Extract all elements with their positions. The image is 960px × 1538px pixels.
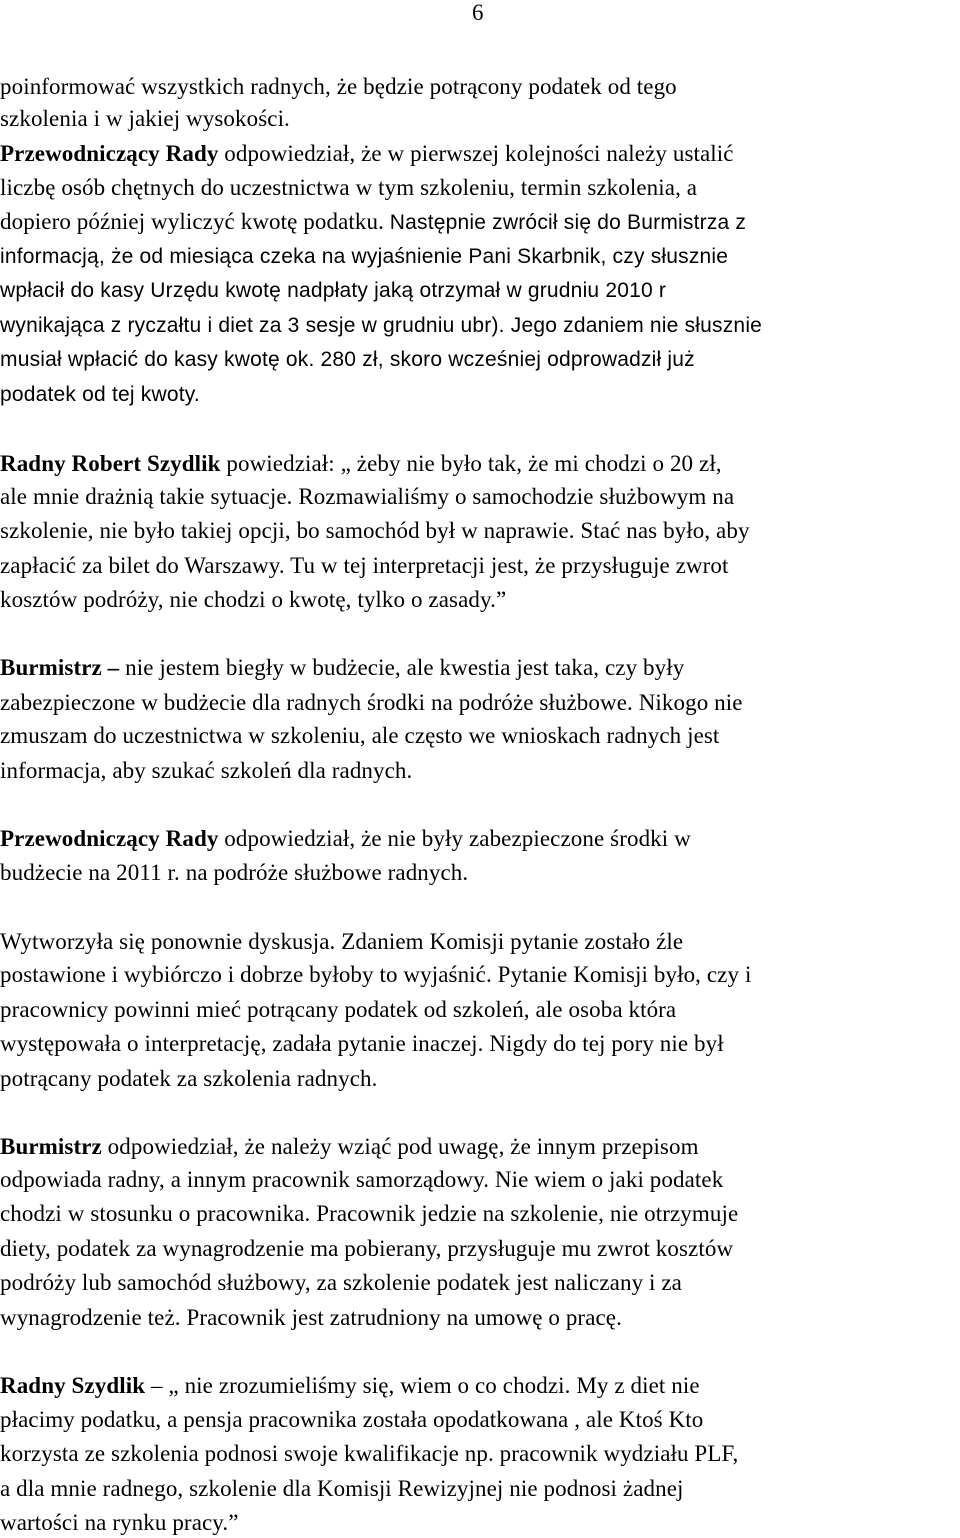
text-line — [0, 1508, 239, 1538]
text-segment: odpowiedział, że w pierwszej kolejności należy ustalić — [218, 141, 734, 166]
text-segment: wartości na rynku pracy.” — [0, 1510, 239, 1535]
text-segment: a dla mnie radnego, szkolenie dla Komisji Rewizyjnej nie podnosi żadnej — [0, 1476, 684, 1501]
text-segment: odpowiedział, że nie były zabezpieczone środki w — [218, 826, 691, 851]
text-line — [0, 1268, 682, 1298]
text-segment: diety, podatek za wynagrodzenie ma pobierany, przysługuje mu zwrot kosztów — [0, 1236, 734, 1261]
text-line — [0, 927, 683, 957]
text-segment: korzysta ze szkolenia podnosi swoje kwalifikacje np. pracownik wydziału PLF, — [0, 1441, 739, 1466]
text-segment: chodzi w stosunku o pracownika. Pracownik jedzie na szkolenie, nie otrzymuje — [0, 1201, 739, 1226]
text-line — [0, 585, 506, 615]
text-line — [0, 1439, 738, 1469]
text-line — [0, 482, 734, 512]
text-line — [0, 173, 697, 203]
text-line — [0, 1132, 699, 1162]
text-line — [0, 756, 412, 786]
text-line — [0, 516, 750, 546]
text-segment: zabezpieczone w budżecie dla radnych środki na podróże służbowe. Nikogo nie — [0, 690, 743, 715]
text-line — [0, 995, 676, 1025]
text-segment: dopiero później wyliczyć kwotę podatku. — [0, 209, 390, 234]
text-segment: postawione i wybiórczo i dobrze byłoby to wyjaśnić. Pytanie Komisji było, czy i — [0, 962, 752, 987]
text-segment: musiał wpłacić do kasy kwotę ok. 280 zł, skoro wcześniej odprowadził już — [0, 348, 695, 371]
text-line — [0, 1165, 723, 1195]
speaker-name: Radny Szydlik — [0, 1373, 146, 1398]
text-line — [0, 380, 200, 410]
text-segment: powiedział: „ żeby nie było tak, że mi chodzi o 20 zł, — [220, 451, 722, 476]
text-segment: szkolenia i w jakiej wysokości. — [0, 106, 290, 131]
text-segment: wynagrodzenie też. Pracownik jest zatrudniony na umowę o pracę. — [0, 1305, 622, 1330]
text-line — [0, 1199, 738, 1229]
text-line — [0, 1371, 700, 1401]
text-line — [0, 688, 743, 718]
speaker-name: Burmistrz — [0, 1134, 102, 1159]
page-number: 6 — [472, 0, 484, 25]
text-segment: podatek od tej kwoty. — [0, 383, 200, 406]
text-segment: ale mnie drażnią takie sytuacje. Rozmawialiśmy o samochodzie służbowym na — [0, 484, 735, 509]
text-line — [0, 242, 728, 272]
text-line — [0, 207, 746, 238]
text-segment: szkolenie, nie było takiej opcji, bo samochód był w naprawie. Stać nas było, aby — [0, 518, 750, 543]
text-line — [0, 104, 290, 134]
text-line — [0, 276, 666, 306]
text-segment: liczbę osób chętnych do uczestnictwa w tym szkoleniu, termin szkolenia, a — [0, 175, 698, 200]
speaker-name: Przewodniczący Rady — [0, 826, 219, 851]
text-line — [0, 449, 722, 479]
speaker-name: Burmistrz – — [0, 655, 120, 680]
text-line — [0, 1234, 733, 1264]
text-segment: Wytworzyła się ponownie dyskusja. Zdaniem Komisji pytanie zostało źle — [0, 929, 684, 954]
text-segment: budżecie na 2011 r. na podróże służbowe radnych. — [0, 860, 469, 885]
text-segment: Następnie zwrócił się do Burmistrza z — [389, 211, 747, 234]
text-segment: poinformować wszystkich radnych, że będzie potrącony podatek od tego — [0, 74, 677, 99]
text-segment: kosztów podróży, nie chodzi o kwotę, tylko o zasady.” — [0, 587, 507, 612]
text-line — [0, 1303, 622, 1333]
text-line — [0, 858, 468, 888]
text-line — [0, 345, 695, 375]
text-line — [0, 960, 751, 990]
speaker-name: Radny Robert Szydlik — [0, 451, 221, 476]
text-segment: odpowiada radny, a innym pracownik samorządowy. Nie wiem o jaki podatek — [0, 1167, 724, 1192]
text-segment: wpłacił do kasy Urzędu kwotę nadpłaty jaką otrzymał w grudniu 2010 r — [0, 279, 667, 302]
text-line — [0, 1064, 377, 1094]
text-line — [0, 721, 719, 751]
text-segment: potrącany podatek za szkolenia radnych. — [0, 1066, 378, 1091]
text-segment: płacimy podatku, a pensja pracownika została opodatkowana , ale Ktoś Kto — [0, 1407, 704, 1432]
text-line — [0, 1405, 703, 1435]
text-line — [0, 1474, 684, 1504]
speaker-name: Przewodniczący Rady — [0, 141, 219, 166]
text-segment: – „ nie zrozumieliśmy się, wiem o co chodzi. My z diet nie — [145, 1373, 700, 1398]
text-line — [0, 1029, 724, 1059]
text-line — [0, 824, 691, 854]
text-segment: nie jestem biegły w budżecie, ale kwestia jest taka, czy były — [119, 655, 685, 680]
text-line — [0, 311, 762, 341]
text-segment: podróży lub samochód służbowy, za szkolenie podatek jest naliczany i za — [0, 1270, 682, 1295]
text-segment: informacja, aby szukać szkoleń dla radnych. — [0, 758, 413, 783]
text-line — [0, 139, 734, 169]
text-line — [0, 551, 728, 581]
text-segment: zapłacić za bilet do Warszawy. Tu w tej interpretacji jest, że przysługuje zwrot — [0, 553, 729, 578]
text-segment: występowała o interpretację, zadała pytanie inaczej. Nigdy do tej pory nie był — [0, 1031, 724, 1056]
text-segment: odpowiedział, że należy wziąć pod uwagę, że innym przepisom — [101, 1134, 699, 1159]
text-segment: wynikająca z ryczałtu i diet za 3 sesje w grudniu ubr). Jego zdaniem nie słusznie — [0, 314, 763, 337]
text-line — [0, 72, 677, 102]
text-segment: informacją, że od miesiąca czeka na wyjaśnienie Pani Skarbnik, czy słusznie — [0, 245, 729, 268]
text-line — [0, 653, 684, 683]
text-segment: pracownicy powinni mieć potrącany podatek od szkoleń, ale osoba która — [0, 997, 677, 1022]
text-segment: zmuszam do uczestnictwa w szkoleniu, ale często we wnioskach radnych jest — [0, 723, 720, 748]
